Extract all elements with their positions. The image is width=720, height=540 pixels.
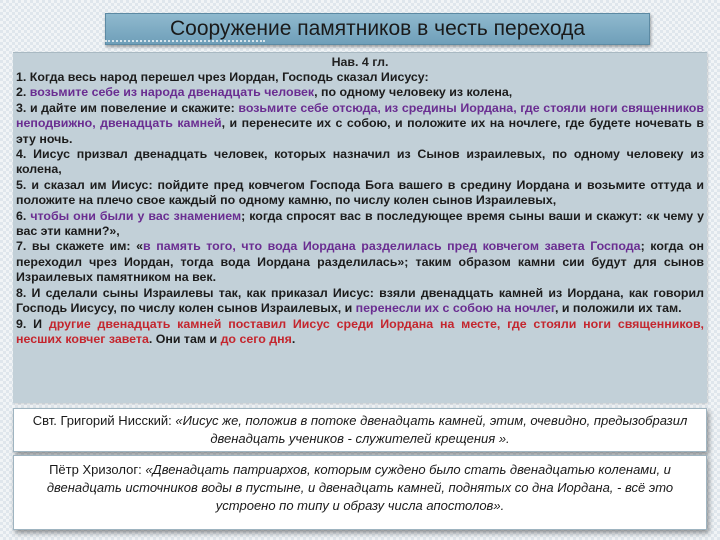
verse-9 <box>16 317 704 348</box>
verse-text: , и положили их там. <box>554 301 682 316</box>
verse-text: 4. Иисус призвал двенадцать человек, которых назначил из Сынов израилевых, по одному человеку из колена, <box>16 147 704 177</box>
verse-2 <box>16 85 704 100</box>
highlighted-text: возьмите себе отсюда, из средины Иордана, где стояли ноги священников неподвижно, двенадцать камней <box>16 100 704 131</box>
verse-8 <box>16 286 704 317</box>
highlighted-text: возьмите себе из народа двенадцать человек <box>29 85 315 100</box>
verse-text: , и перенесите их с собою, и положите их на ночлеге, где будете ночевать в эту ночь. <box>16 116 704 146</box>
verse-4 <box>16 147 704 178</box>
quote-box-2 <box>13 455 707 530</box>
verse-text: 9. И <box>16 316 49 331</box>
verse-5 <box>16 178 704 209</box>
verse-text: ; когда он переходил чрез Иордан, тогда вода Иордана разделилась»; таким образом камни сии будут для сынов Израилевых памятником на век. <box>16 239 704 285</box>
verse-text: 3. и дайте им повеление и скажите: <box>16 100 239 115</box>
verse-text: 7. вы скажете им: « <box>16 239 144 254</box>
quote-author: Пётр Хризолог: <box>49 462 142 477</box>
quote-box-1 <box>13 408 707 452</box>
verse-list <box>13 70 707 347</box>
verse-text: 6. <box>16 208 31 223</box>
scripture-reference: Нав. 4 гл. <box>331 55 389 69</box>
verse-text: . Они там и <box>148 331 221 346</box>
quote-text: «Двенадцать патриархов, которым суждено было стать двенадцатью коленами, и двенадцать источников воды в пустыне, и двенадцать камней, поднятых со дна Иордана, - всё это устроено по типу и образу числа апостолов». <box>46 462 674 513</box>
slide-title: Сооружение памятников в честь перехода <box>105 13 650 45</box>
verse-text: ; когда спросят вас в последующее время сыны ваши и скажут: «к чему у вас эти камни?», <box>16 208 704 239</box>
quote-text: «Иисус же, положив в потоке двенадцать камней, этим, очевидно, предызобразил двенадцать учеников - служителей крещения ». <box>175 413 688 446</box>
highlighted-text: в память того, что вода Иордана разделилась пред ковчегом завета Господа <box>143 239 641 254</box>
verse-7 <box>16 239 704 285</box>
verse-3 <box>16 101 704 147</box>
highlighted-text: до сего дня <box>220 331 292 346</box>
verse-text: 1. Когда весь народ перешел чрез Иордан, Господь сказал Иисусу: <box>16 70 429 84</box>
highlighted-text: перенесли их с собою на ночлег <box>355 301 555 316</box>
quote-author: Свт. Григорий Нисский: <box>32 413 172 428</box>
scripture-panel <box>13 52 707 403</box>
verse-text: . <box>291 331 296 346</box>
verse-text: 2. <box>16 85 30 100</box>
verse-6 <box>16 209 704 240</box>
verse-text: , по одному человеку из колена, <box>314 85 513 100</box>
title-decoration <box>105 38 265 42</box>
verse-text: 5. и сказал им Иисус: пойдите пред ковчегом Господа Бога вашего в средину Иордана и возьмите оттуда и положите на плечо свое каждый по одному камню, по числу колен сынов Израилевых, <box>16 177 704 208</box>
verse-text: 8. И сделали сыны Израилевы так, как приказал Иисус: взяли двенадцать камней из Иордана, как говорил Господь Иисусу, по числу колен сынов Израилевых, и <box>16 285 704 316</box>
verse-1 <box>16 70 704 85</box>
highlighted-text: другие двенадцать камней поставил Иисус среди Иордана на месте, где стояли ноги священников, несших ковчег завета <box>16 316 705 346</box>
highlighted-text: чтобы они были у вас знамением <box>30 208 242 223</box>
